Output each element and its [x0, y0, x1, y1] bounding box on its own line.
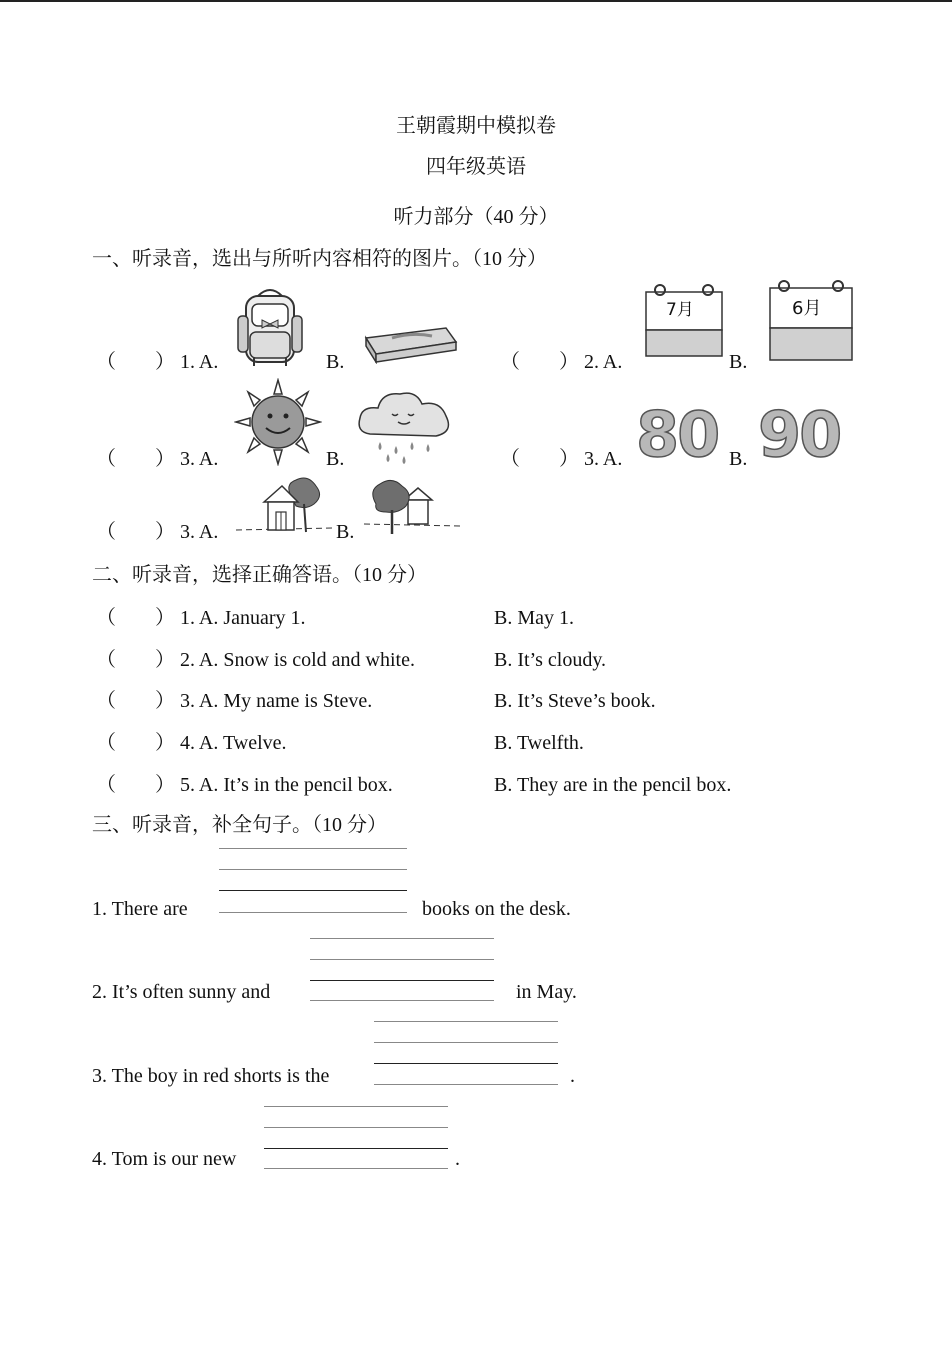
- pencil-box-icon[interactable]: [362, 324, 458, 364]
- answer-paren-close: ）: [155, 448, 175, 470]
- sentence-after: books on the desk.: [422, 898, 571, 920]
- sentence-after: in May.: [516, 981, 577, 1003]
- answer-paren-open[interactable]: （: [96, 690, 116, 712]
- question-number: 3. A.: [180, 448, 219, 470]
- option-a: 3. A. My name is Steve.: [180, 690, 373, 712]
- option-b-label: B.: [729, 448, 748, 470]
- option-b: B. May 1.: [494, 607, 574, 629]
- option-b-label: B.: [326, 351, 345, 373]
- page-title: 王朝霞期中模拟卷: [396, 115, 556, 137]
- question-number: 3. A.: [180, 521, 219, 543]
- answer-paren-open[interactable]: （: [96, 448, 116, 470]
- question-number: 3. A.: [584, 448, 623, 470]
- section1-heading: 一、听录音，选出与所听内容相符的图片。（10 分）: [92, 248, 547, 270]
- sentence-before: 3. The boy in red shorts is the: [92, 1065, 330, 1087]
- answer-paren-open[interactable]: （: [500, 351, 520, 373]
- option-a: 4. A. Twelve.: [180, 732, 287, 754]
- top-border: [0, 0, 952, 2]
- option-b: B. They are in the pencil box.: [494, 774, 732, 796]
- sentence-before: 4. Tom is our new: [92, 1148, 237, 1170]
- answer-paren-close: ）: [155, 521, 175, 543]
- calendar-june-label: 6月: [792, 298, 822, 319]
- sentence-after: .: [455, 1148, 460, 1170]
- sentence-before: 1. There are: [92, 898, 188, 920]
- tree-before-house-icon[interactable]: [362, 476, 462, 540]
- option-b-label: B.: [336, 521, 355, 543]
- sun-icon[interactable]: [234, 378, 322, 466]
- answer-paren-open[interactable]: （: [96, 351, 116, 373]
- answer-paren-close: ）: [155, 351, 175, 373]
- calendar-july-icon[interactable]: [644, 282, 724, 358]
- option-a: 5. A. It’s in the pencil box.: [180, 774, 393, 796]
- sentence-after: .: [570, 1065, 575, 1087]
- answer-paren-close: ）: [155, 607, 175, 629]
- answer-paren-close: ）: [559, 448, 579, 470]
- backpack-icon[interactable]: [236, 286, 304, 368]
- answer-paren-open[interactable]: （: [96, 649, 116, 671]
- answer-paren-close: ）: [155, 690, 175, 712]
- calendar-july-label: 7月: [666, 300, 694, 320]
- question-number: 2. A.: [584, 351, 623, 373]
- answer-paren-close: ）: [559, 351, 579, 373]
- part-heading: 听力部分（40 分）: [393, 206, 559, 228]
- option-b: B. It’s Steve’s book.: [494, 690, 656, 712]
- option-b-label: B.: [326, 448, 345, 470]
- sentence-before: 2. It’s often sunny and: [92, 981, 271, 1003]
- answer-paren-open[interactable]: （: [96, 774, 116, 796]
- calendar-june-icon[interactable]: [768, 278, 854, 362]
- question-number: 1. A.: [180, 351, 219, 373]
- option-a: 2. A. Snow is cold and white.: [180, 649, 415, 671]
- number-80-icon[interactable]: 80: [636, 398, 719, 471]
- page-subtitle: 四年级英语: [426, 156, 526, 178]
- option-b: B. Twelfth.: [494, 732, 584, 754]
- answer-paren-close: ）: [155, 649, 175, 671]
- number-90-icon[interactable]: 90: [758, 398, 841, 471]
- house-behind-tree-icon[interactable]: [234, 476, 334, 540]
- answer-paren-open[interactable]: （: [500, 448, 520, 470]
- answer-paren-close: ）: [155, 732, 175, 754]
- section2-heading: 二、听录音，选择正确答语。（10 分）: [92, 564, 427, 586]
- answer-paren-close: ）: [155, 774, 175, 796]
- answer-paren-open[interactable]: （: [96, 607, 116, 629]
- answer-paren-open[interactable]: （: [96, 732, 116, 754]
- section3-heading: 三、听录音，补全句子。（10 分）: [92, 814, 387, 836]
- option-a: 1. A. January 1.: [180, 607, 306, 629]
- option-b: B. It’s cloudy.: [494, 649, 607, 671]
- option-b-label: B.: [729, 351, 748, 373]
- answer-paren-open[interactable]: （: [96, 521, 116, 543]
- rain-cloud-icon[interactable]: [354, 386, 454, 466]
